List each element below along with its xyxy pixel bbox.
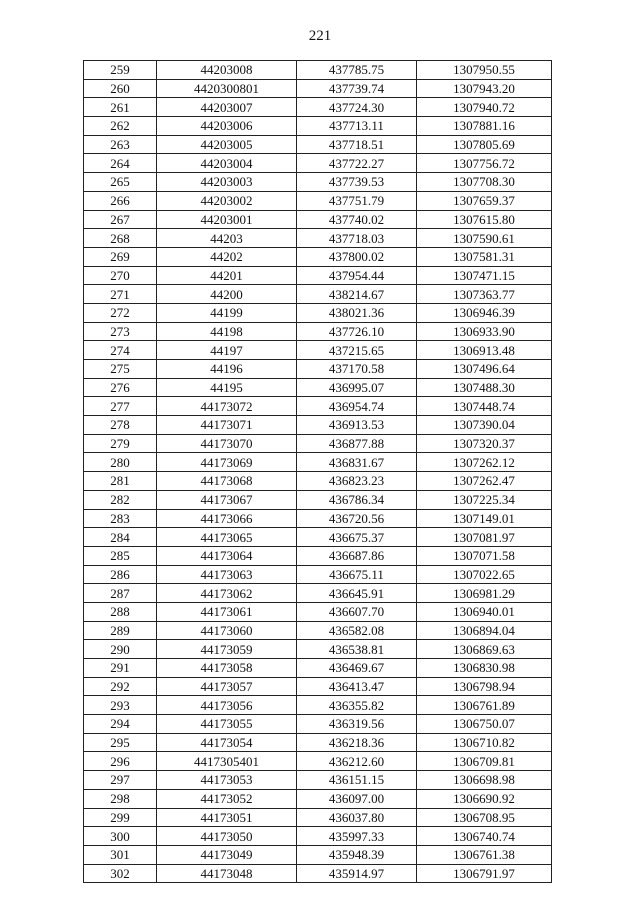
table-row — [84, 565, 552, 584]
point-id-cell: 44173054 — [157, 733, 297, 752]
row-number-cell: 301 — [84, 845, 157, 864]
row-number-cell: 264 — [84, 154, 157, 173]
x-coordinate-cell: 436831.67 — [297, 453, 417, 472]
point-id-cell: 44173061 — [157, 602, 297, 621]
table-row — [84, 360, 552, 379]
table-row — [84, 341, 552, 360]
y-coordinate-cell: 1307488.30 — [417, 378, 552, 397]
row-number-cell: 290 — [84, 640, 157, 659]
row-number-cell: 282 — [84, 490, 157, 509]
table-row — [84, 640, 552, 659]
row-number-cell: 285 — [84, 546, 157, 565]
y-coordinate-cell: 1307881.16 — [417, 117, 552, 136]
table-row — [84, 135, 552, 154]
row-number-cell: 288 — [84, 602, 157, 621]
table-row — [84, 191, 552, 210]
table-row — [84, 808, 552, 827]
x-coordinate-cell: 436319.56 — [297, 715, 417, 734]
x-coordinate-cell: 436954.74 — [297, 397, 417, 416]
row-number-cell: 273 — [84, 322, 157, 341]
y-coordinate-cell: 1306830.98 — [417, 659, 552, 678]
y-coordinate-cell: 1307659.37 — [417, 191, 552, 210]
y-coordinate-cell: 1306761.89 — [417, 696, 552, 715]
row-number-cell: 266 — [84, 191, 157, 210]
row-number-cell: 259 — [84, 61, 157, 80]
table-row — [84, 173, 552, 192]
table-row — [84, 864, 552, 883]
row-number-cell: 263 — [84, 135, 157, 154]
table-row — [84, 266, 552, 285]
y-coordinate-cell: 1307022.65 — [417, 565, 552, 584]
page-number: 221 — [308, 28, 332, 44]
y-coordinate-cell: 1306791.97 — [417, 864, 552, 883]
x-coordinate-cell: 436823.23 — [297, 472, 417, 491]
row-number-cell: 270 — [84, 266, 157, 285]
table-row — [84, 247, 552, 266]
point-id-cell: 44203007 — [157, 98, 297, 117]
point-id-cell: 44198 — [157, 322, 297, 341]
y-coordinate-cell: 1306798.94 — [417, 677, 552, 696]
y-coordinate-cell: 1306869.63 — [417, 640, 552, 659]
x-coordinate-cell: 437785.75 — [297, 61, 417, 80]
point-id-cell: 44173060 — [157, 621, 297, 640]
table-row — [84, 210, 552, 229]
x-coordinate-cell: 437722.27 — [297, 154, 417, 173]
x-coordinate-cell: 436538.81 — [297, 640, 417, 659]
table-row — [84, 378, 552, 397]
row-number-cell: 261 — [84, 98, 157, 117]
point-id-cell: 44173048 — [157, 864, 297, 883]
table-row — [84, 677, 552, 696]
x-coordinate-cell: 436413.47 — [297, 677, 417, 696]
point-id-cell: 44173063 — [157, 565, 297, 584]
row-number-cell: 295 — [84, 733, 157, 752]
x-coordinate-cell: 435914.97 — [297, 864, 417, 883]
y-coordinate-cell: 1307581.31 — [417, 247, 552, 266]
y-coordinate-cell: 1307071.58 — [417, 546, 552, 565]
x-coordinate-cell: 438214.67 — [297, 285, 417, 304]
point-id-cell: 44173068 — [157, 472, 297, 491]
point-id-cell: 44173049 — [157, 845, 297, 864]
table-row — [84, 490, 552, 509]
y-coordinate-cell: 1307950.55 — [417, 61, 552, 80]
x-coordinate-cell: 437713.11 — [297, 117, 417, 136]
row-number-cell: 296 — [84, 752, 157, 771]
x-coordinate-cell: 437800.02 — [297, 247, 417, 266]
table-row — [84, 397, 552, 416]
y-coordinate-cell: 1307615.80 — [417, 210, 552, 229]
row-number-cell: 286 — [84, 565, 157, 584]
row-number-cell: 275 — [84, 360, 157, 379]
row-number-cell: 289 — [84, 621, 157, 640]
point-id-cell: 44203006 — [157, 117, 297, 136]
table-row — [84, 602, 552, 621]
y-coordinate-cell: 1307943.20 — [417, 79, 552, 98]
table-row — [84, 659, 552, 678]
point-id-cell: 44173051 — [157, 808, 297, 827]
y-coordinate-cell: 1306690.92 — [417, 789, 552, 808]
table-row — [84, 285, 552, 304]
point-id-cell: 44200 — [157, 285, 297, 304]
x-coordinate-cell: 436037.80 — [297, 808, 417, 827]
y-coordinate-cell: 1307081.97 — [417, 528, 552, 547]
y-coordinate-cell: 1307363.77 — [417, 285, 552, 304]
table-row — [84, 98, 552, 117]
row-number-cell: 265 — [84, 173, 157, 192]
y-coordinate-cell: 1306946.39 — [417, 303, 552, 322]
x-coordinate-cell: 436995.07 — [297, 378, 417, 397]
row-number-cell: 272 — [84, 303, 157, 322]
point-id-cell: 44173069 — [157, 453, 297, 472]
point-id-cell: 44196 — [157, 360, 297, 379]
y-coordinate-cell: 1306750.07 — [417, 715, 552, 734]
x-coordinate-cell: 436687.86 — [297, 546, 417, 565]
row-number-cell: 283 — [84, 509, 157, 528]
x-coordinate-cell: 437739.53 — [297, 173, 417, 192]
table-row — [84, 696, 552, 715]
x-coordinate-cell: 437724.30 — [297, 98, 417, 117]
y-coordinate-cell: 1306708.95 — [417, 808, 552, 827]
x-coordinate-cell: 437170.58 — [297, 360, 417, 379]
row-number-cell: 268 — [84, 229, 157, 248]
row-number-cell: 292 — [84, 677, 157, 696]
row-number-cell: 274 — [84, 341, 157, 360]
table-row — [84, 416, 552, 435]
x-coordinate-cell: 436877.88 — [297, 434, 417, 453]
row-number-cell: 269 — [84, 247, 157, 266]
point-id-cell: 44173072 — [157, 397, 297, 416]
y-coordinate-cell: 1307390.04 — [417, 416, 552, 435]
x-coordinate-cell: 437739.74 — [297, 79, 417, 98]
point-id-cell: 44173066 — [157, 509, 297, 528]
x-coordinate-cell: 436212.60 — [297, 752, 417, 771]
point-id-cell: 44203008 — [157, 61, 297, 80]
x-coordinate-cell: 437726.10 — [297, 322, 417, 341]
x-coordinate-cell: 436913.53 — [297, 416, 417, 435]
x-coordinate-cell: 436720.56 — [297, 509, 417, 528]
point-id-cell: 44203002 — [157, 191, 297, 210]
table-row — [84, 154, 552, 173]
x-coordinate-cell: 436218.36 — [297, 733, 417, 752]
x-coordinate-cell: 436675.11 — [297, 565, 417, 584]
row-number-cell: 297 — [84, 771, 157, 790]
x-coordinate-cell: 437718.03 — [297, 229, 417, 248]
row-number-cell: 298 — [84, 789, 157, 808]
y-coordinate-cell: 1307590.61 — [417, 229, 552, 248]
x-coordinate-cell: 436675.37 — [297, 528, 417, 547]
row-number-cell: 262 — [84, 117, 157, 136]
x-coordinate-cell: 437740.02 — [297, 210, 417, 229]
x-coordinate-cell: 435948.39 — [297, 845, 417, 864]
point-id-cell: 44173057 — [157, 677, 297, 696]
y-coordinate-cell: 1306761.38 — [417, 845, 552, 864]
y-coordinate-cell: 1307448.74 — [417, 397, 552, 416]
point-id-cell: 44195 — [157, 378, 297, 397]
x-coordinate-cell: 437954.44 — [297, 266, 417, 285]
x-coordinate-cell: 436151.15 — [297, 771, 417, 790]
point-id-cell: 44173062 — [157, 584, 297, 603]
point-id-cell: 44203004 — [157, 154, 297, 173]
x-coordinate-cell: 436786.34 — [297, 490, 417, 509]
row-number-cell: 271 — [84, 285, 157, 304]
row-number-cell: 267 — [84, 210, 157, 229]
x-coordinate-cell: 435997.33 — [297, 827, 417, 846]
row-number-cell: 260 — [84, 79, 157, 98]
row-number-cell: 293 — [84, 696, 157, 715]
y-coordinate-cell: 1307320.37 — [417, 434, 552, 453]
point-id-cell: 44173070 — [157, 434, 297, 453]
table-row — [84, 528, 552, 547]
table-row — [84, 733, 552, 752]
y-coordinate-cell: 1306940.01 — [417, 602, 552, 621]
y-coordinate-cell: 1307262.12 — [417, 453, 552, 472]
y-coordinate-cell: 1306698.98 — [417, 771, 552, 790]
table-row — [84, 61, 552, 80]
table-row — [84, 509, 552, 528]
y-coordinate-cell: 1306740.74 — [417, 827, 552, 846]
x-coordinate-cell: 436469.67 — [297, 659, 417, 678]
table-row — [84, 789, 552, 808]
x-coordinate-cell: 436645.91 — [297, 584, 417, 603]
row-number-cell: 300 — [84, 827, 157, 846]
row-number-cell: 279 — [84, 434, 157, 453]
x-coordinate-cell: 436607.70 — [297, 602, 417, 621]
table-row — [84, 715, 552, 734]
x-coordinate-cell: 438021.36 — [297, 303, 417, 322]
table-row — [84, 434, 552, 453]
row-number-cell: 278 — [84, 416, 157, 435]
point-id-cell: 44173055 — [157, 715, 297, 734]
point-id-cell: 44173064 — [157, 546, 297, 565]
row-number-cell: 284 — [84, 528, 157, 547]
point-id-cell: 44201 — [157, 266, 297, 285]
y-coordinate-cell: 1307262.47 — [417, 472, 552, 491]
y-coordinate-cell: 1306981.29 — [417, 584, 552, 603]
point-id-cell: 44173067 — [157, 490, 297, 509]
table-row — [84, 453, 552, 472]
row-number-cell: 302 — [84, 864, 157, 883]
y-coordinate-cell: 1307805.69 — [417, 135, 552, 154]
table-row — [84, 827, 552, 846]
y-coordinate-cell: 1306933.90 — [417, 322, 552, 341]
y-coordinate-cell: 1306709.81 — [417, 752, 552, 771]
y-coordinate-cell: 1307471.15 — [417, 266, 552, 285]
point-id-cell: 44173071 — [157, 416, 297, 435]
table-row — [84, 546, 552, 565]
x-coordinate-cell: 437718.51 — [297, 135, 417, 154]
y-coordinate-cell: 1306710.82 — [417, 733, 552, 752]
point-id-cell: 44199 — [157, 303, 297, 322]
y-coordinate-cell: 1306894.04 — [417, 621, 552, 640]
point-id-cell: 44173056 — [157, 696, 297, 715]
point-id-cell: 44197 — [157, 341, 297, 360]
table-row — [84, 845, 552, 864]
row-number-cell: 291 — [84, 659, 157, 678]
x-coordinate-cell: 437215.65 — [297, 341, 417, 360]
table-body — [84, 61, 552, 883]
y-coordinate-cell: 1307225.34 — [417, 490, 552, 509]
table-row — [84, 472, 552, 491]
x-coordinate-cell: 437751.79 — [297, 191, 417, 210]
y-coordinate-cell: 1306913.48 — [417, 341, 552, 360]
point-id-cell: 4417305401 — [157, 752, 297, 771]
table-row — [84, 322, 552, 341]
point-id-cell: 44173052 — [157, 789, 297, 808]
table-row — [84, 303, 552, 322]
y-coordinate-cell: 1307708.30 — [417, 173, 552, 192]
table-row — [84, 584, 552, 603]
y-coordinate-cell: 1307756.72 — [417, 154, 552, 173]
point-id-cell: 44173059 — [157, 640, 297, 659]
y-coordinate-cell: 1307940.72 — [417, 98, 552, 117]
table-row — [84, 229, 552, 248]
point-id-cell: 44203 — [157, 229, 297, 248]
point-id-cell: 44203001 — [157, 210, 297, 229]
y-coordinate-cell: 1307149.01 — [417, 509, 552, 528]
row-number-cell: 299 — [84, 808, 157, 827]
coordinates-table — [83, 60, 552, 883]
point-id-cell: 44203005 — [157, 135, 297, 154]
table-row — [84, 621, 552, 640]
table-row — [84, 771, 552, 790]
table-row — [84, 79, 552, 98]
x-coordinate-cell: 436097.00 — [297, 789, 417, 808]
row-number-cell: 281 — [84, 472, 157, 491]
point-id-cell: 44173050 — [157, 827, 297, 846]
row-number-cell: 276 — [84, 378, 157, 397]
row-number-cell: 294 — [84, 715, 157, 734]
point-id-cell: 44173058 — [157, 659, 297, 678]
point-id-cell: 44203003 — [157, 173, 297, 192]
row-number-cell: 277 — [84, 397, 157, 416]
point-id-cell: 44173053 — [157, 771, 297, 790]
x-coordinate-cell: 436582.08 — [297, 621, 417, 640]
y-coordinate-cell: 1307496.64 — [417, 360, 552, 379]
x-coordinate-cell: 436355.82 — [297, 696, 417, 715]
row-number-cell: 280 — [84, 453, 157, 472]
table-row — [84, 752, 552, 771]
table-row — [84, 117, 552, 136]
point-id-cell: 4420300801 — [157, 79, 297, 98]
row-number-cell: 287 — [84, 584, 157, 603]
point-id-cell: 44173065 — [157, 528, 297, 547]
point-id-cell: 44202 — [157, 247, 297, 266]
